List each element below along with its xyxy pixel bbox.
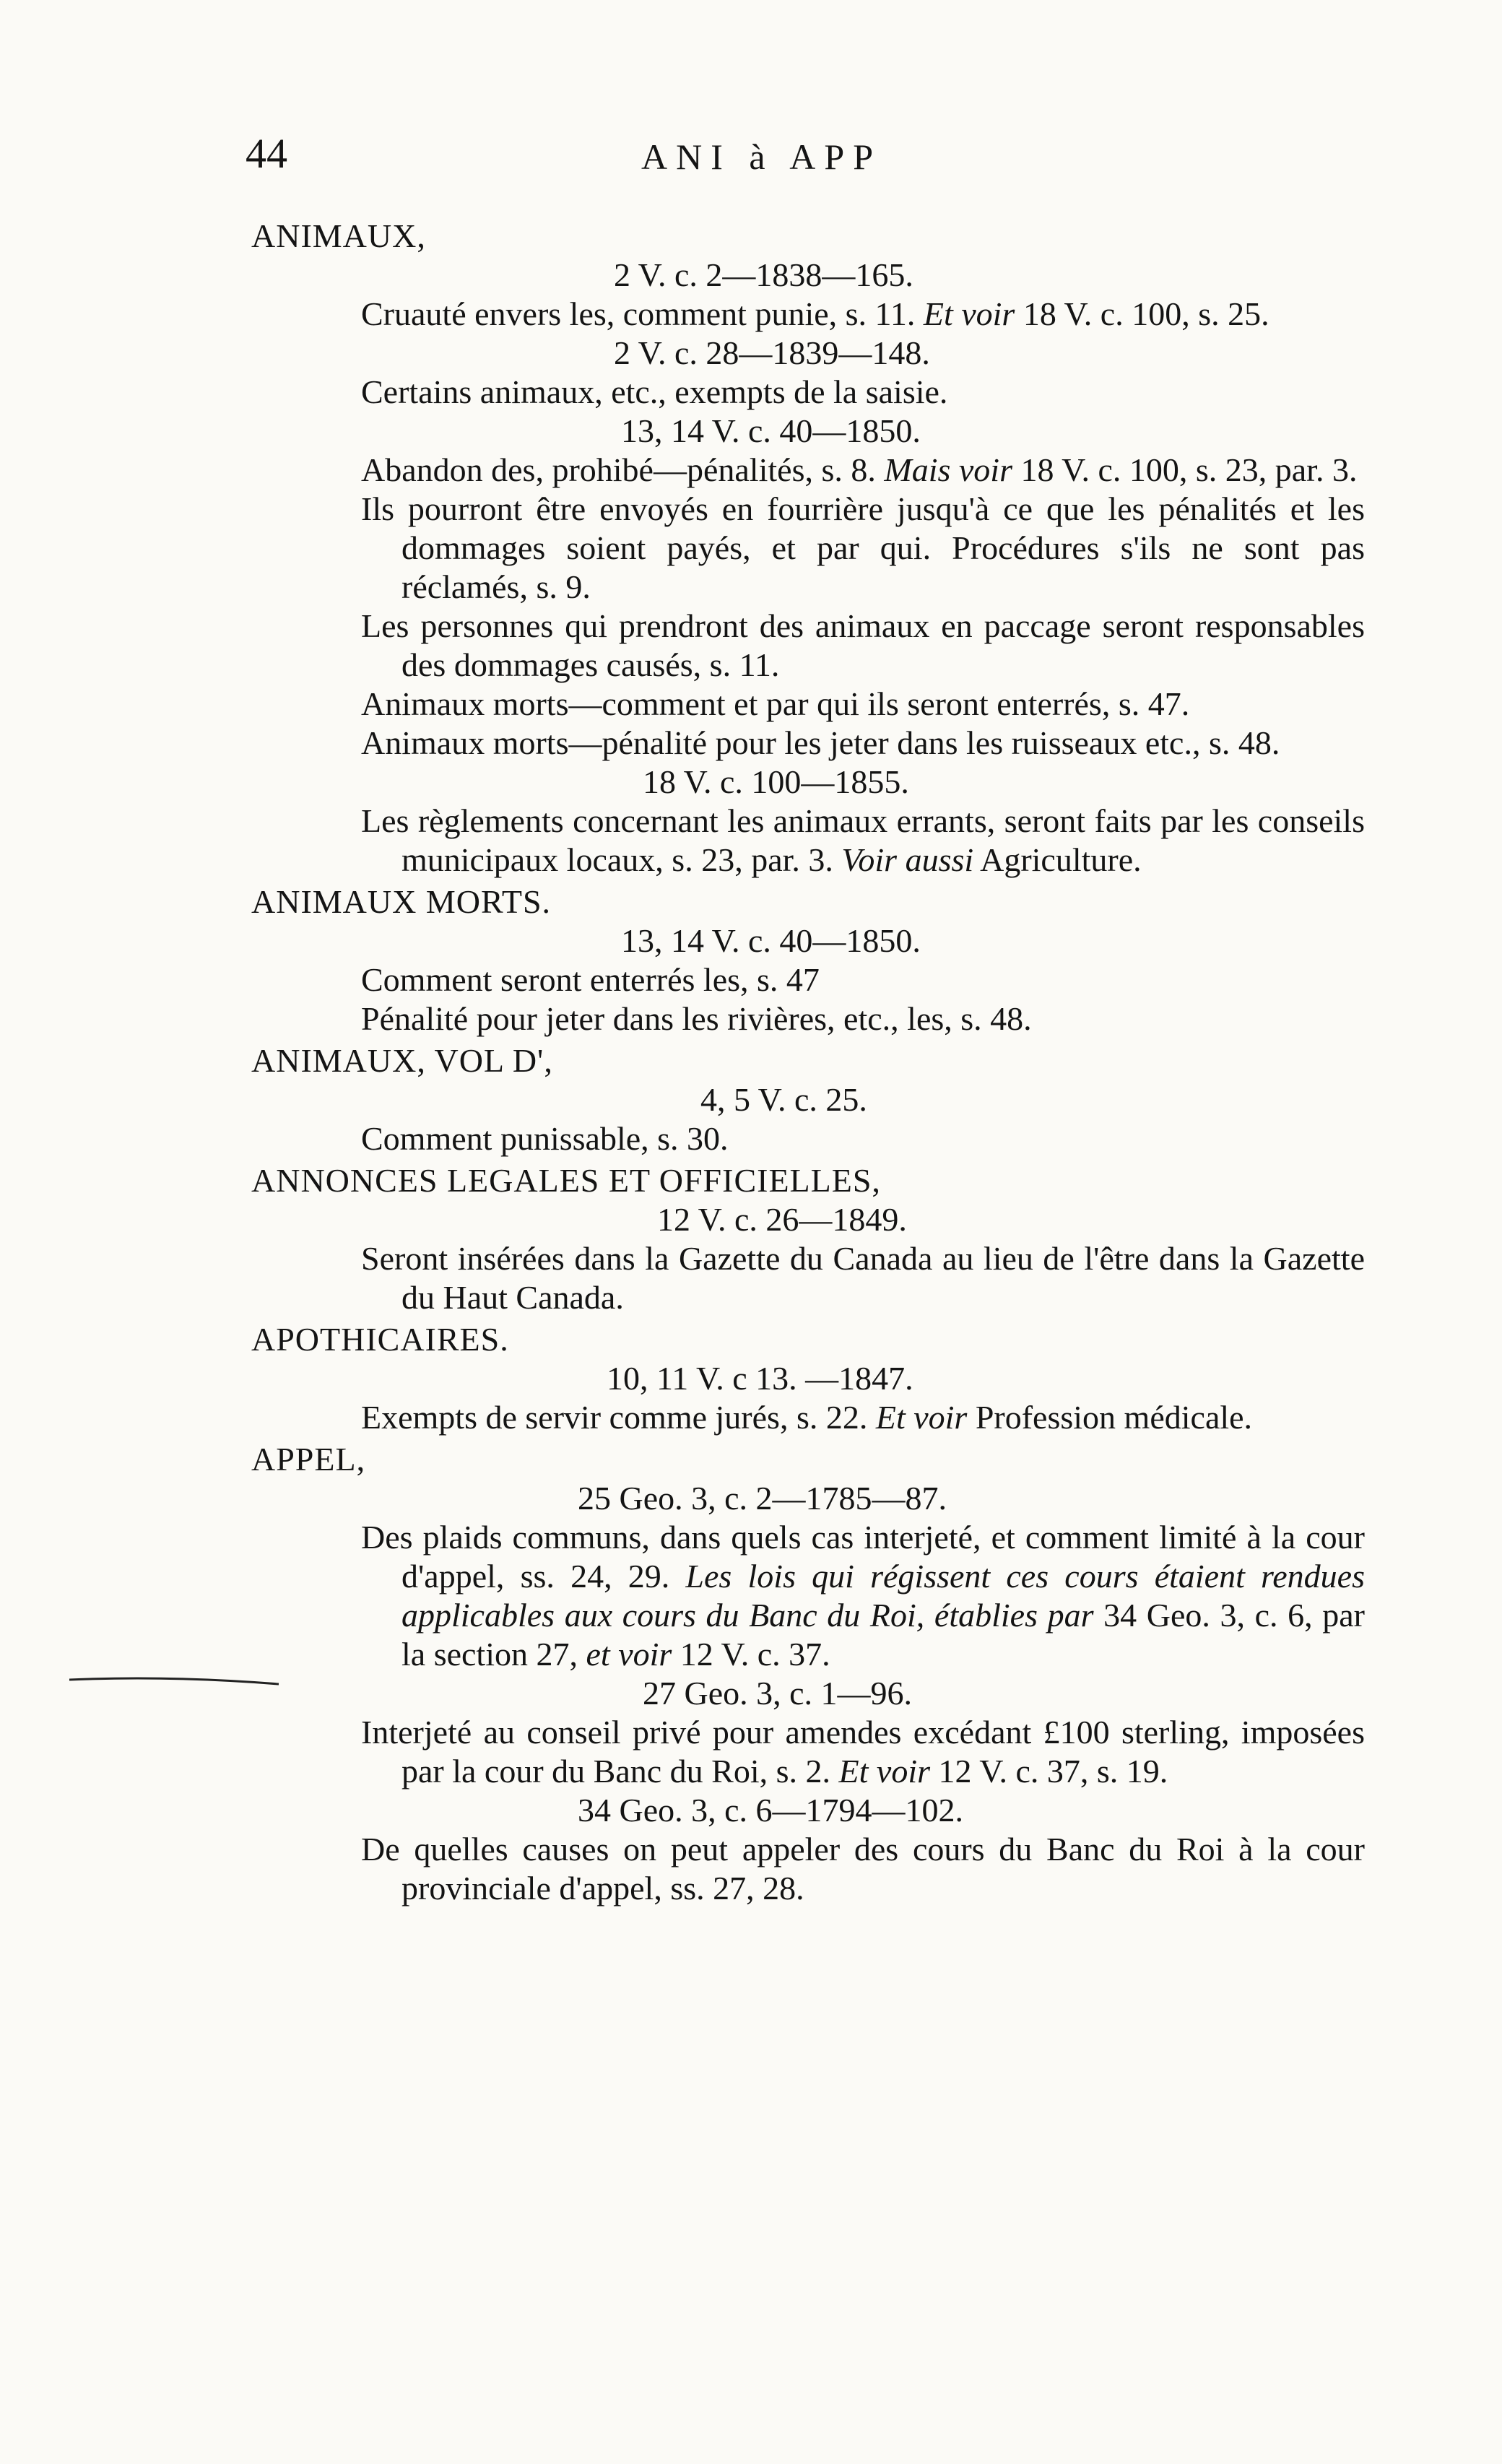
entry-heading-annonces: ANNONCES LEGALES ET OFFICIELLES,: [251, 1162, 881, 1199]
entry-line: Animaux morts—comment et par qui ils seront enterrés, s. 47.: [361, 685, 1190, 722]
statute-ref: 10, 11 V. c 13. —1847.: [607, 1360, 913, 1397]
entry-line: Pénalité pour jeter dans les rivières, etc., les, s. 48.: [361, 1000, 1032, 1037]
entry-heading-apothicaires: APOTHICAIRES.: [251, 1321, 509, 1358]
entry-line: Des plaids communs, dans quels cas interjeté, et comment limité à la cour d'appel, ss. 24, 29. Les lois qui régissent ces cours étaient rendues applicables aux cours du Banc du Roi, établies par 34 Geo. 3, c. 6, par la section 27, et voir 12 V. c. 37.: [361, 1519, 1365, 1673]
entry-line: Seront insérées dans la Gazette du Canada au lieu de l'être dans la Gazette du Haut Canada.: [361, 1240, 1365, 1316]
entry-line: Ils pourront être envoyés en fourrière jusqu'à ce que les pénalités et les dommages soient payés, et par qui. Procédures s'ils ne sont pas réclamés, s. 9.: [361, 490, 1365, 605]
statute-ref: 34 Geo. 3, c. 6—1794—102.: [578, 1792, 964, 1829]
entry-line: Comment punissable, s. 30.: [361, 1120, 729, 1157]
entry-line: Cruauté envers les, comment punie, s. 11. Et voir 18 V. c. 100, s. 25.: [361, 295, 1269, 332]
entry-heading-animaux-vol: ANIMAUX, VOL D',: [251, 1042, 553, 1079]
statute-ref: 18 V. c. 100—1855.: [643, 763, 909, 800]
statute-ref: 25 Geo. 3, c. 2—1785—87.: [578, 1480, 947, 1517]
index-content: [246, 217, 1365, 1908]
statute-ref: 2 V. c. 2—1838—165.: [614, 256, 913, 293]
entry-heading-appel: APPEL,: [251, 1441, 366, 1478]
entry-line: Exempts de servir comme jurés, s. 22. Et voir Profession médicale.: [361, 1399, 1253, 1436]
entry-line: Certains animaux, etc., exempts de la saisie.: [361, 373, 948, 410]
statute-ref: 4, 5 V. c. 25.: [700, 1081, 867, 1118]
entry-heading-animaux: ANIMAUX,: [251, 217, 426, 254]
entry-line: Animaux morts—pénalité pour les jeter dans les ruisseaux etc., s. 48.: [361, 724, 1280, 761]
entry-line: Abandon des, prohibé—pénalités, s. 8. Mais voir 18 V. c. 100, s. 23, par. 3.: [361, 451, 1358, 488]
entry-line: Interjeté au conseil privé pour amendes excédant £100 sterling, imposées par la cour du Banc du Roi, s. 2. Et voir 12 V. c. 37, s. 19.: [361, 1714, 1365, 1790]
page-number: 44: [246, 130, 287, 177]
entry-heading-animaux-morts: ANIMAUX MORTS.: [251, 883, 552, 920]
statute-ref: 12 V. c. 26—1849.: [657, 1201, 907, 1238]
statute-ref: 13, 14 V. c. 40—1850.: [621, 412, 921, 449]
entry-line: Les règlements concernant les animaux errants, seront faits par les conseils municipaux locaux, s. 23, par. 3. Voir aussi Agriculture.: [361, 802, 1365, 878]
running-title: ANI à APP: [641, 136, 882, 177]
entry-line: De quelles causes on peut appeler des cours du Banc du Roi à la cour provinciale d'appel, ss. 27, 28.: [361, 1831, 1365, 1906]
entry-line: Comment seront enterrés les, s. 47: [361, 961, 820, 998]
statute-ref: 27 Geo. 3, c. 1—96.: [643, 1675, 913, 1712]
statute-ref: 2 V. c. 28—1839—148.: [614, 334, 930, 371]
entry-line: Les personnes qui prendront des animaux en paccage seront responsables des dommages causés, s. 11.: [361, 607, 1365, 683]
statute-ref: 13, 14 V. c. 40—1850.: [621, 922, 921, 959]
